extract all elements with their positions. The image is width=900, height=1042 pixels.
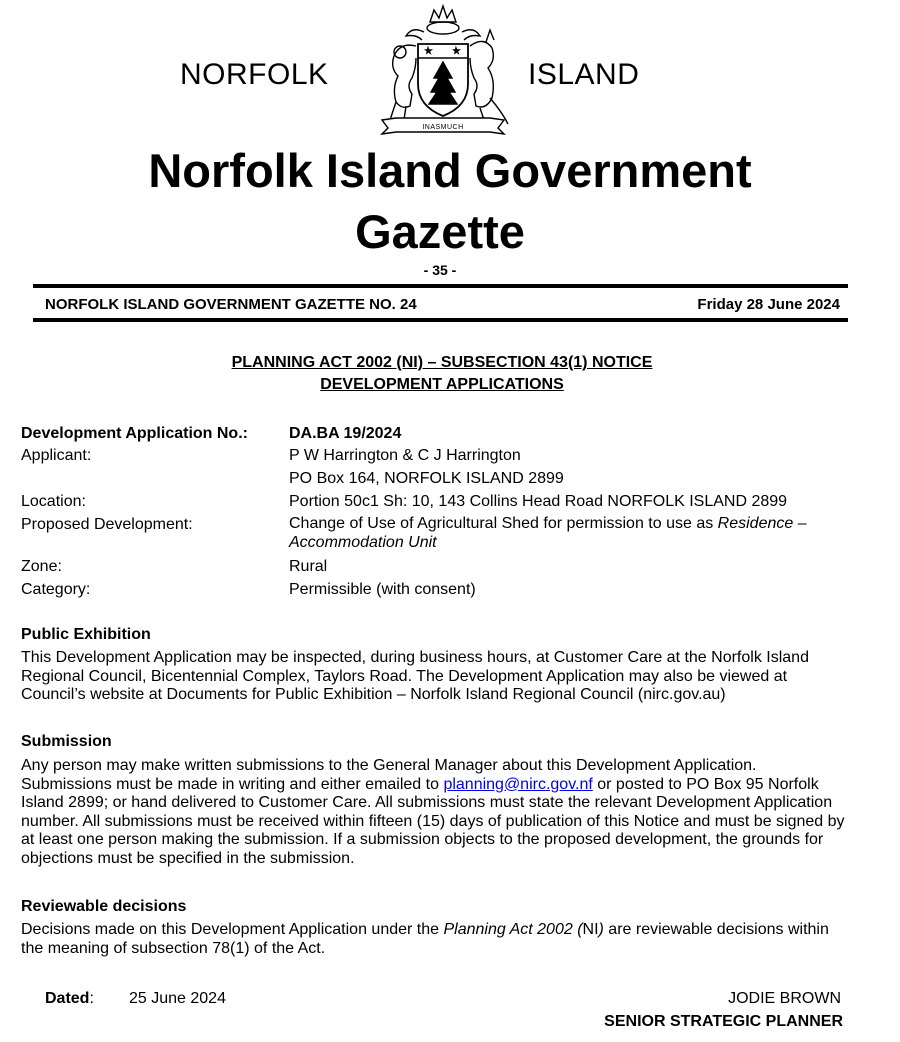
planning-email-link[interactable]: planning@nirc.gov.nf: [443, 775, 593, 793]
notice-heading: PLANNING ACT 2002 (NI) – SUBSECTION 43(1) NOTICE: [231, 354, 653, 371]
submission-heading: Submission: [21, 733, 112, 750]
dated-label: Dated:: [45, 990, 94, 1007]
da-number-value: DA.BA 19/2024: [289, 425, 402, 442]
gazette-title-line1: Norfolk Island Government: [148, 144, 752, 197]
zone-label: Zone:: [21, 558, 62, 575]
proposed-development-label: Proposed Development:: [21, 516, 193, 533]
gazette-title-line2: Gazette: [355, 205, 525, 258]
category-label: Category:: [21, 581, 91, 598]
page-number: - 35 -: [423, 262, 457, 278]
gazette-date: Friday 28 June 2024: [697, 296, 840, 313]
zone-value: Rural: [289, 558, 328, 575]
reviewable-decisions-heading: Reviewable decisions: [21, 898, 187, 915]
header-rule-bottom: [33, 318, 848, 322]
location-value: Portion 50c1 Sh: 10, 143 Collins Head Road NORFOLK ISLAND 2899: [289, 493, 788, 510]
notice-subheading: DEVELOPMENT APPLICATIONS: [320, 376, 564, 393]
header-island: ISLAND: [528, 58, 640, 91]
dated-value: 25 June 2024: [129, 990, 226, 1007]
location-label: Location:: [21, 493, 86, 510]
signatory-title: SENIOR STRATEGIC PLANNER: [604, 1013, 843, 1030]
da-number-label: Development Application No.:: [21, 425, 248, 442]
header-norfolk: NORFOLK: [180, 58, 329, 91]
crest-motto: INASMUCH: [422, 124, 464, 131]
submission-body: Any person may make written submissions to the General Manager about this Development Application. Submissions must be made in writing and either emailed to planning@nirc.gov.nf or posted to PO Box 95 Norfolk Island 2899; or hand delivered to Customer Care. All submissions must state the relevant Development Application number. All submissions must be received within fifteen (15) days of publication of this Notice and must be signed by at least one person making the submission. If a submission objects to the proposed development, the grounds for objections must be specified in the submission.: [21, 757, 845, 867]
coat-of-arms-icon: [372, 2, 514, 136]
applicant-value: P W Harrington & C J Harrington: [289, 447, 521, 464]
header-rule-top: [33, 284, 848, 288]
gazette-number: NORFOLK ISLAND GOVERNMENT GAZETTE NO. 24: [45, 296, 417, 313]
applicant-label: Applicant:: [21, 447, 92, 464]
category-value: Permissible (with consent): [289, 581, 476, 598]
proposed-development-value: Change of Use of Agricultural Shed for permission to use as Residence – Accommodation Unit: [289, 515, 807, 551]
public-exhibition-heading: Public Exhibition: [21, 626, 151, 643]
public-exhibition-body: This Development Application may be inspected, during business hours, at Customer Care at the Norfolk Island Regional Council, Bicentennial Complex, Taylors Road. The Development Application may also be viewed at Council’s website at Documents for Public Exhibition – Norfolk Island Regional Council (nirc.gov.au): [21, 649, 809, 703]
reviewable-decisions-body: Decisions made on this Development Application under the Planning Act 2002 (NI) are reviewable decisions within the meaning of subsection 78(1) of the Act.: [21, 921, 829, 957]
applicant-address: PO Box 164, NORFOLK ISLAND 2899: [289, 470, 564, 487]
signatory-name: JODIE BROWN: [728, 990, 841, 1007]
